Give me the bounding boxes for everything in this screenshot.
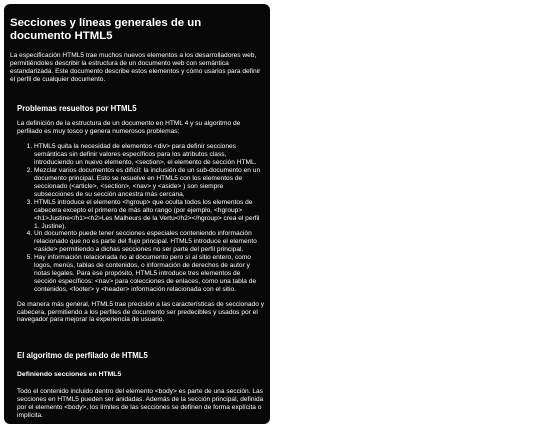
section-problems [10,104,264,325]
list-item: 3. HTML5 introduce el elemento <hgroup> que oculta todos los elementos de cabecera excepto el primero de más alto rango (por ejemplo, <hgroup> <h1>Justine</h1><h2>Les Malheurs de la Vertu</h2></hgroup> crea el perfil 1. Justine). [34,199,264,231]
list-item: 4. Un documento puede tener secciones especiales conteniendo información relacionado que no es parte del flujo principal. HTML5 introduce el elemento <aside> permitiendo a dichas secciones no ser parte del perfil principal. [34,230,264,254]
problems-list [17,143,264,293]
document-panel [4,4,270,424]
section-intro-paragraph: La definición de la estructura de un documento en HTML 4 y su algoritmo de perfilado es muy tosco y genera numerosos problemas: [17,119,241,135]
page-title: Secciones y líneas generales de un documento HTML5 [10,17,202,42]
list-item: 1. HTML5 quita la necesidad de elementos <div> para definir secciones semánticas sin definir valores específicos para los atributos class, introduciendo un nuevo elemento, <section>, el elemento de sección HTML. [34,143,264,167]
intro-paragraph: La especificación HTML5 trae muchos nuevos elementos a los desarrolladores web, permitiéndoles describir la estructura de un documento web con semántica estandarizada. Este documento describe estos elementos y cómo usarlos para definir el perfil de cualquier documento. [10,52,261,83]
list-item: 5. Hay información relacionada no al documento pero sí al sitio entero, como logos, menús, tablas de contenidos, o información de derechos de autor y notas legales. Para ese propósito, HTML5 introduce tres elementos de sección específicos: <nav> para colecciones de enlaces, como una tabla de contenidos, <footer> y <header> información relacionada con el sitio. [34,254,264,294]
list-item: 2. Mezclar varios documentos es difícil: la inclusión de un sub-documento en un documento principal. Esto se resuelve en HTML5 con los elementos de seccionado (<article>, <section>, <nav> y <aside> ) son siempre subsecciones de su sección ancestra más cercana. [34,167,264,199]
section-algorithm [10,351,264,420]
section-heading-algorithm: El algoritmo de perfilado de HTML5 [17,351,148,361]
subsection-paragraph: Todo el contenido incluido dentro del elemento <body> es parte de una sección. Las secciones en HTML5 pueden ser anidadas. Además de la sección principal, definida por el elemento <body>, los límites de las secciones se definen de forma explícita o implícita. [17,388,264,420]
subsection-heading-defining-sections: Definiendo secciones en HTML5 [17,371,122,379]
section-outro-paragraph: De manera más general, HTML5 trae precisión a las características de seccionado y cabecera, permitiendo a los perfiles de documento ser predecibles y usados por el navegador para mejorar la experiencia de usuario. [17,300,265,324]
section-heading-problems: Problemas resueltos por HTML5 [17,103,137,113]
